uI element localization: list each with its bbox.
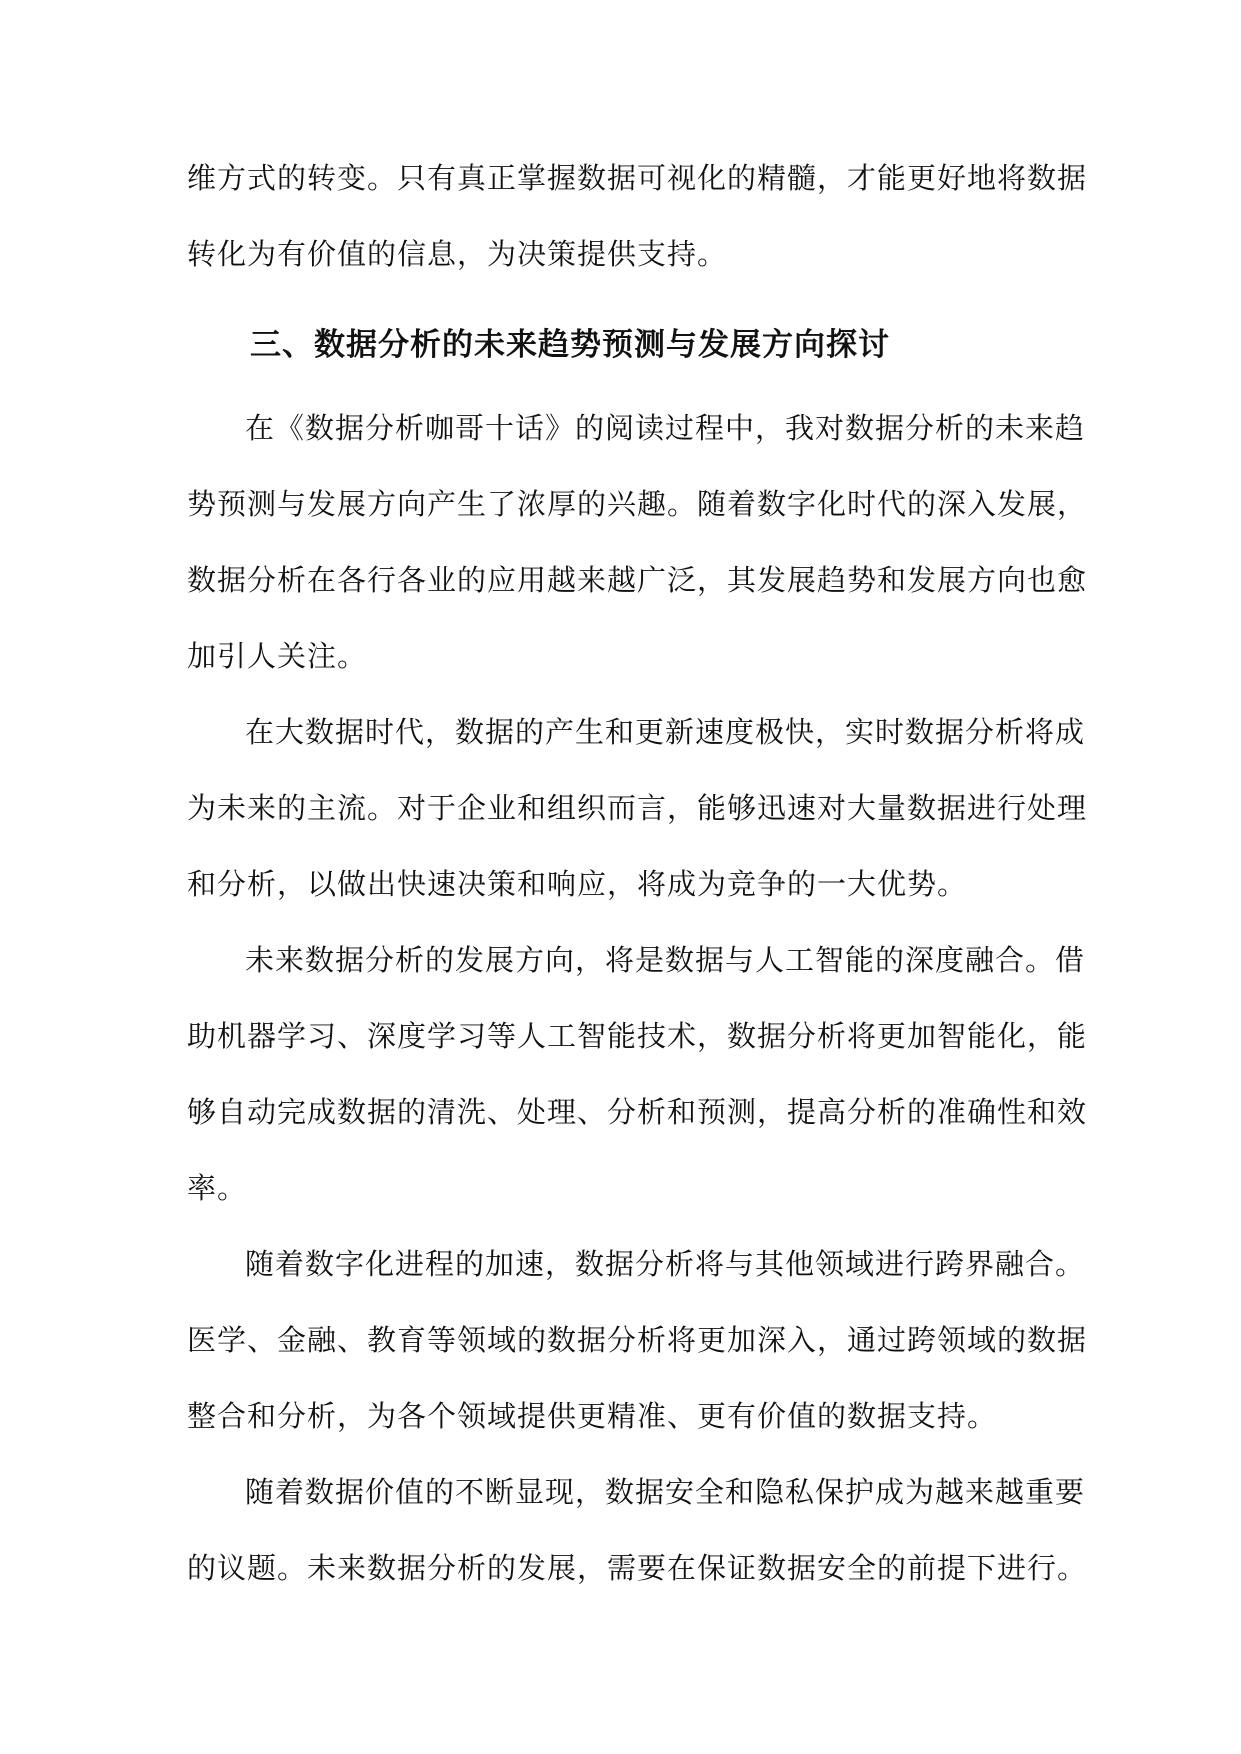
- text-line: 率。: [187, 1171, 248, 1205]
- text-line: 随着数字化进程的加速，数据分析将与其他领域进行跨界融合。: [245, 1247, 1086, 1281]
- text-line: 的议题。未来数据分析的发展，需要在保证数据安全的前提下进行。: [187, 1551, 1088, 1585]
- paragraph-4: [187, 1226, 1088, 1454]
- text-line: 和分析，以做出快速决策和响应，将成为竞争的一大优势。: [187, 867, 968, 901]
- text-line: 势预测与发展方向产生了浓厚的兴趣。随着数字化时代的深入发展，: [187, 487, 1088, 521]
- text-line: 医学、金融、教育等领域的数据分析将更加深入，通过跨领域的数据: [187, 1323, 1088, 1357]
- paragraph-2: [187, 694, 1088, 922]
- text-line: 随着数据价值的不断显现，数据安全和隐私保护成为越来越重要: [245, 1475, 1086, 1509]
- text-line: 够自动完成数据的清洗、处理、分析和预测，提高分析的准确性和效: [187, 1095, 1088, 1129]
- paragraph-1: [187, 390, 1088, 694]
- text-line: 整合和分析，为各个领域提供更精准、更有价值的数据支持。: [187, 1399, 998, 1433]
- text-line: 加引人关注。: [187, 639, 368, 673]
- text-line: 在《数据分析咖哥十话》的阅读过程中，我对数据分析的未来趋: [245, 411, 1086, 445]
- document-body: [187, 140, 1088, 1606]
- text-line: 助机器学习、深度学习等人工智能技术，数据分析将更加智能化，能: [187, 1019, 1088, 1053]
- text-line: 未来数据分析的发展方向，将是数据与人工智能的深度融合。借: [245, 943, 1086, 977]
- text-line: 数据分析在各行各业的应用越来越广泛，其发展趋势和发展方向也愈: [187, 563, 1088, 597]
- text-line: 转化为有价值的信息，为决策提供支持。: [187, 237, 728, 271]
- text-line: 在大数据时代，数据的产生和更新速度极快，实时数据分析将成: [245, 715, 1086, 749]
- intro-paragraph: [187, 140, 1088, 292]
- text-line: 为未来的主流。对于企业和组织而言，能够迅速对大量数据进行处理: [187, 791, 1088, 825]
- paragraph-3: [187, 922, 1088, 1226]
- section-heading: 三、数据分析的未来趋势预测与发展方向探讨: [250, 327, 890, 363]
- paragraph-5: [187, 1454, 1088, 1606]
- text-line: 维方式的转变。只有真正掌握数据可视化的精髓，才能更好地将数据: [187, 161, 1088, 195]
